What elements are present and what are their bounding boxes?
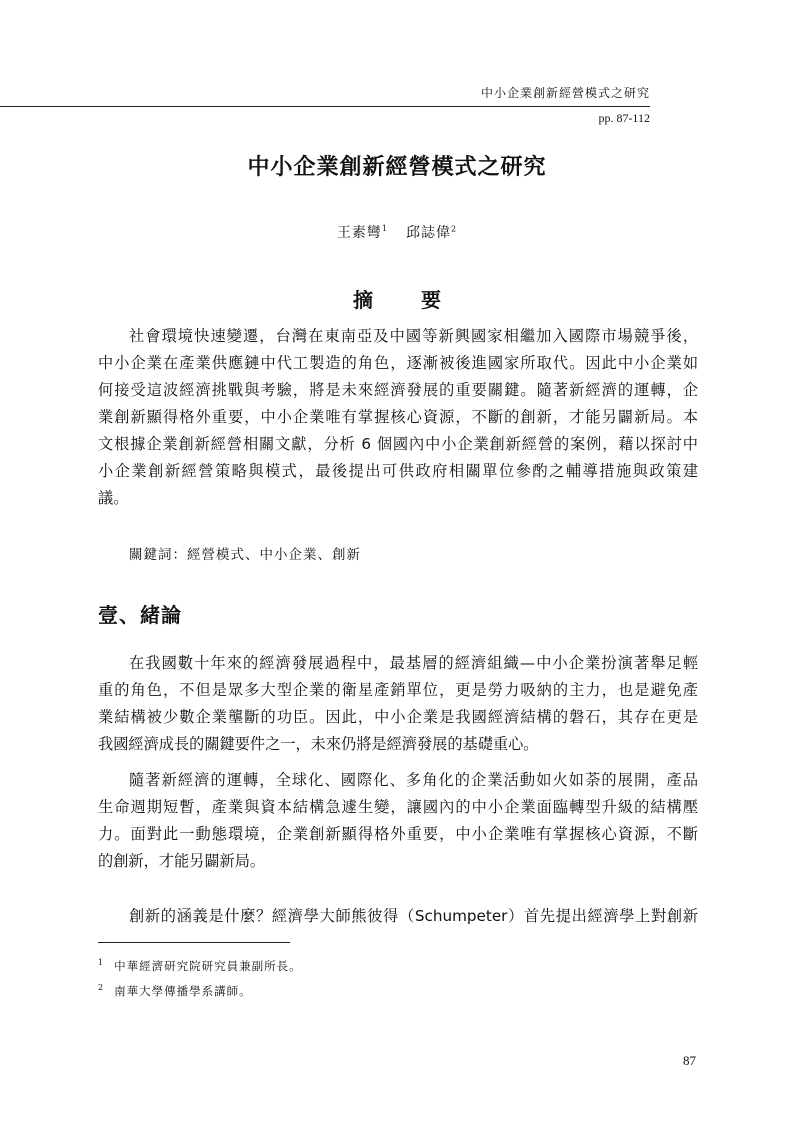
abstract-line: 社會環境快速變遷，台灣在東南亞及中國等新興國家相繼加入國際市場競爭後，	[129, 327, 698, 345]
author-2	[406, 225, 457, 241]
author-line	[0, 222, 794, 242]
body-line: 重的角色，不但是眾多大型企業的衛星產銷單位，更是勞力吸納的主力，也是避免產	[98, 681, 698, 699]
footnote-1	[98, 958, 302, 974]
body-line: 生命週期短暫，產業與資本結構急遽生變，讓國內的中小企業面臨轉型升級的結構壓	[98, 798, 698, 816]
header-rule	[0, 106, 650, 107]
author-1	[337, 225, 406, 241]
keywords: 關鍵詞：經營模式、中小企業、創新	[129, 547, 361, 563]
body-paragraph-1	[98, 650, 698, 758]
abstract-paragraph	[98, 323, 698, 512]
footnote-2-mark: 2	[98, 983, 105, 993]
author-1-name: 王素彎	[336, 225, 382, 241]
body-line: 在我國數十年來的經濟發展過程中，最基層的經濟組織—中小企業扮演著舉足輕	[129, 654, 698, 672]
abstract-line: 小企業創新經營策略與模式，最後提出可供政府相關單位參酌之輔導措施與政策建	[98, 462, 698, 480]
running-head: 中小企業創新經營模式之研究	[480, 86, 650, 100]
abstract-line: 業創新顯得格外重要，中小企業唯有掌握核心資源，不斷的創新，才能另闢新局。本	[98, 408, 698, 426]
author-2-name: 邱誌偉	[406, 225, 451, 241]
footnote-2-text: 南華大學傳播學系講師。	[114, 984, 252, 998]
body-line: 業結構被少數企業壟斷的功臣。因此，中小企業是我國經濟結構的磐石，其存在更是	[98, 708, 698, 726]
page-range: pp. 87-112	[598, 111, 650, 125]
author-1-footnote-mark: 1	[381, 224, 388, 234]
body-line: 隨著新經濟的運轉，全球化、國際化、多角化的企業活動如火如荼的展開，產品	[129, 771, 698, 789]
footnote-rule	[98, 942, 290, 943]
page-number: 87	[683, 1053, 696, 1068]
abstract-line: 何接受這波經濟挑戰與考驗，將是未來經濟發展的重要關鍵。隨著新經濟的運轉，企	[98, 381, 698, 399]
footnote-2	[98, 983, 252, 999]
footnote-1-mark: 1	[98, 958, 105, 968]
abstract-line: 議。	[98, 489, 129, 507]
footnote-1-text: 中華經濟研究院研究員兼副所長。	[114, 959, 302, 973]
body-line: 力。面對此一動態環境，企業創新顯得格外重要，中小企業唯有掌握核心資源，不斷	[98, 825, 698, 843]
body-paragraph-2	[98, 767, 698, 875]
abstract-line: 中小企業在產業供應鏈中代工製造的角色，逐漸被後進國家所取代。因此中小企業如	[98, 354, 698, 372]
abstract-heading: 摘 要	[353, 288, 455, 312]
body-line: 創新的涵義是什麼？經濟學大師熊彼得（Schumpeter）首先提出經濟學上對創新	[129, 907, 698, 925]
body-line: 我國經濟成長的關鍵要件之一，未來仍將是經濟發展的基礎重心。	[98, 735, 539, 753]
section-heading: 壹、緒論	[98, 603, 182, 627]
abstract-line: 文根據企業創新經營相關文獻，分析 6 個國內中小企業創新經營的案例，藉以探討中	[98, 435, 698, 453]
body-line: 的創新，才能另闢新局。	[98, 852, 266, 870]
body-paragraph-3	[98, 903, 698, 930]
author-2-footnote-mark: 2	[451, 224, 458, 234]
paper-title: 中小企業創新經營模式之研究	[247, 155, 547, 180]
